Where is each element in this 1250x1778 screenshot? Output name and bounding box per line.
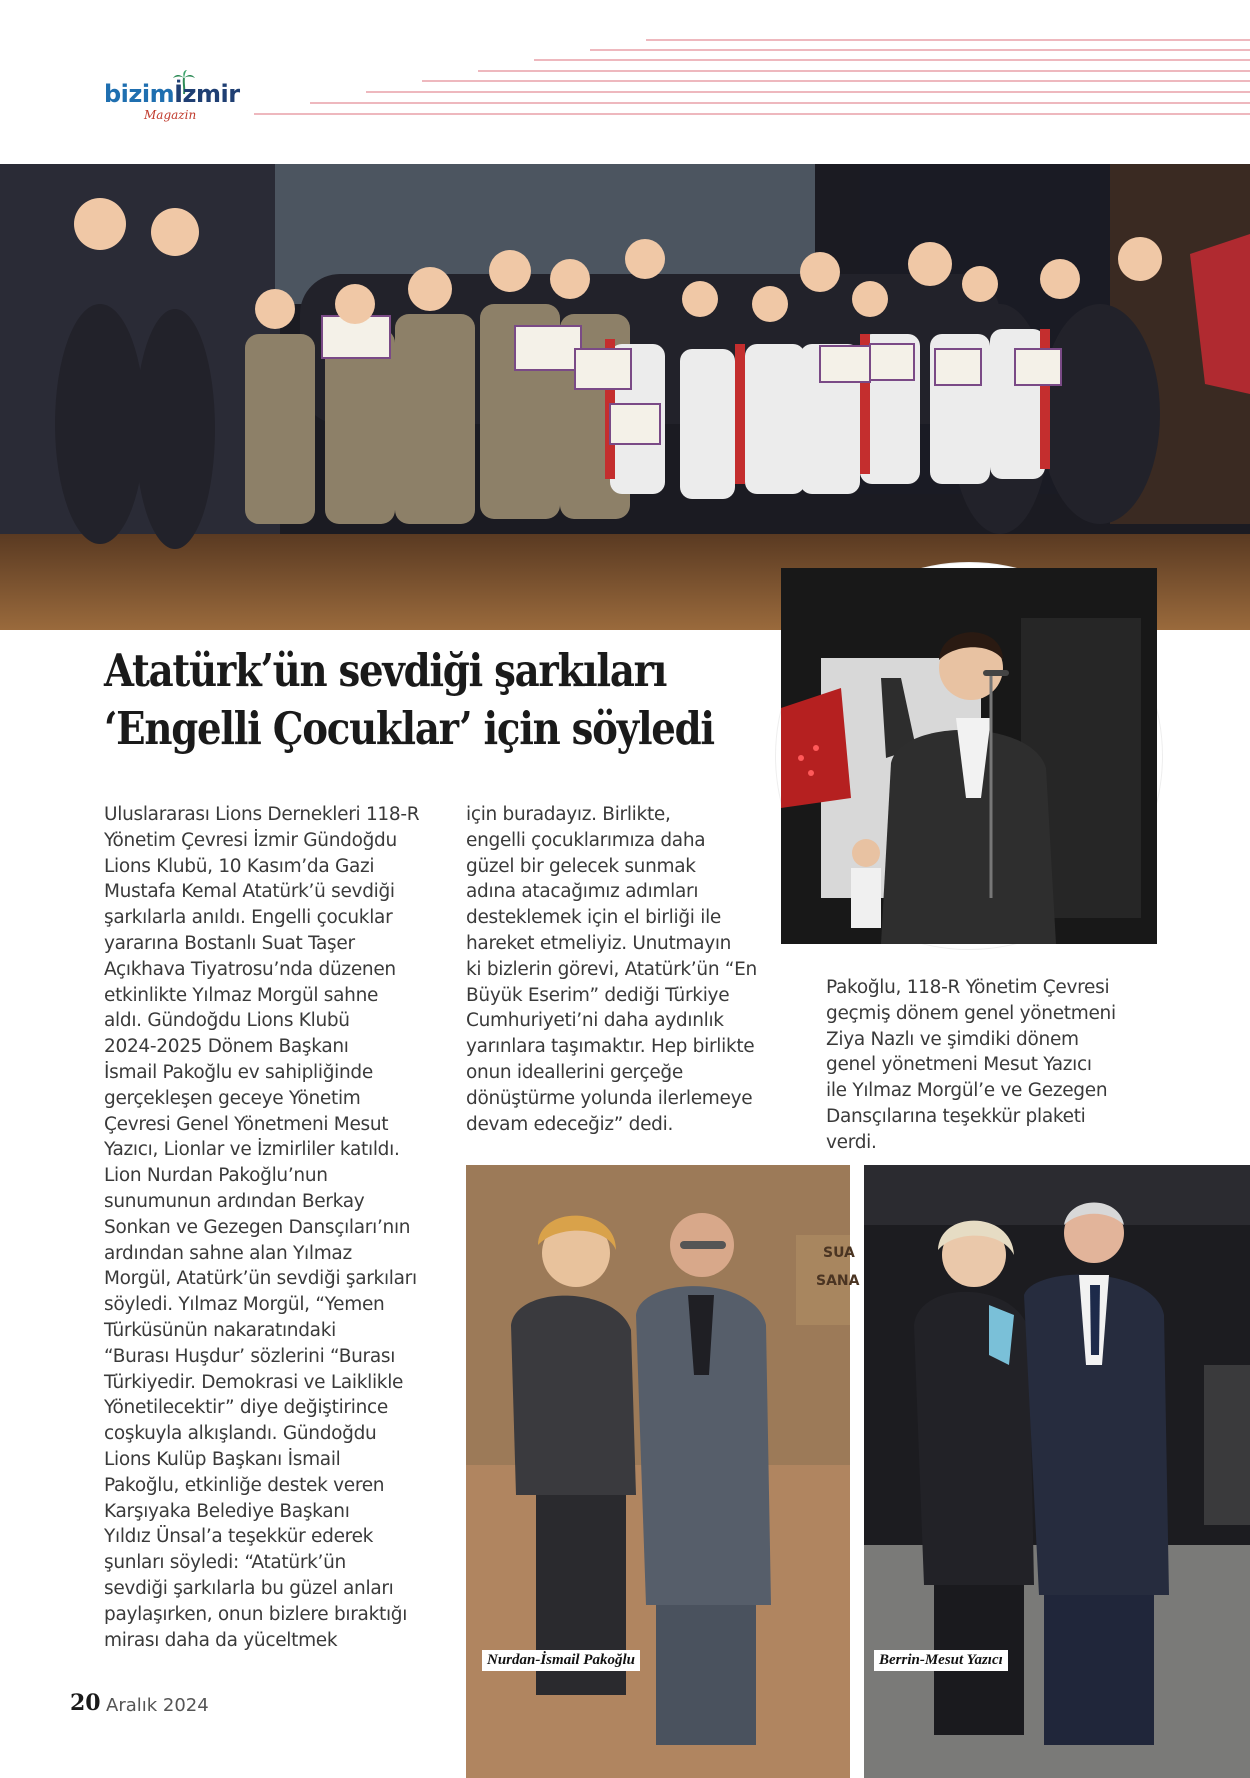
couple-photo-yazici xyxy=(864,1165,1250,1778)
col2-line: adına atacağımız adımları xyxy=(466,881,699,903)
col2-line: güzel bir gelecek sunmak xyxy=(466,855,696,877)
col1-line: mirası daha da yüceltmek xyxy=(104,1629,338,1651)
col2-line: yarınlara taşımaktır. Hep birlikte xyxy=(466,1036,755,1058)
col1-line: Çevresi Genel Yönetmeni Mesut xyxy=(104,1113,389,1135)
col3-line: Ziya Nazlı ve şimdiki dönem xyxy=(826,1028,1079,1050)
article-column-2 xyxy=(466,802,757,1137)
col2-line: devam edeceğiz” dedi. xyxy=(466,1113,674,1135)
headline-line-1: Atatürk’ün sevdiği şarkıları xyxy=(104,644,667,697)
headline-line-2: ‘Engelli Çocuklar’ için söyledi xyxy=(104,702,714,755)
col3-line: Dansçılarına teşekkür plaketi xyxy=(826,1105,1086,1127)
article-column-1 xyxy=(104,802,419,1653)
col1-line: coşkuyla alkışlandı. Gündoğdu xyxy=(104,1423,377,1445)
col1-line: ardından sahne alan Yılmaz xyxy=(104,1242,352,1264)
col3-line: geçmiş dönem genel yönetmeni xyxy=(826,1002,1116,1024)
col1-line: Türküsünün nakaratındaki xyxy=(104,1319,336,1341)
article-headline xyxy=(104,642,714,758)
col1-line: Karşıyaka Belediye Başkanı xyxy=(104,1500,350,1522)
col1-line: Açıkhava Tiyatrosu’nda düzenen xyxy=(104,958,396,980)
col1-line: “Burası Huşdur’ sözlerini “Burası xyxy=(104,1345,396,1367)
col1-line: Pakoğlu, etkinliğe destek veren xyxy=(104,1474,385,1496)
col1-line: Lions Kulüp Başkanı İsmail xyxy=(104,1448,341,1470)
col3-line: Pakoğlu, 118-R Yönetim Çevresi xyxy=(826,977,1110,998)
col2-line: engelli çocuklarımıza daha xyxy=(466,829,706,851)
couple-photo-pakoglu xyxy=(466,1165,860,1778)
col2-line: Cumhuriyeti’ni daha aydınlık xyxy=(466,1010,724,1032)
col1-line: söyledi. Yılmaz Morgül, “Yemen xyxy=(104,1294,385,1316)
col1-line: Lion Nurdan Pakoğlu’nun xyxy=(104,1165,328,1187)
col1-line: sunumunun ardından Berkay xyxy=(104,1190,365,1212)
logo-subtitle: Magazin xyxy=(144,108,197,122)
singer-circle-photo xyxy=(776,563,1162,949)
col1-line: etkinlikte Yılmaz Morgül sahne xyxy=(104,984,379,1006)
col1-line: şarkılarla anıldı. Engelli çocuklar xyxy=(104,907,393,929)
col1-line: paylaşırken, onun bizlere bıraktığı xyxy=(104,1603,408,1625)
col1-line: Lions Klubü, 10 Kasım’da Gazi xyxy=(104,855,375,877)
col2-line: desteklemek için el birliği ile xyxy=(466,907,721,929)
col1-line: Morgül, Atatürk’ün sevdiği şarkıları xyxy=(104,1268,417,1290)
col1-line: Türkiyedir. Demokrasi ve Laiklikle xyxy=(104,1371,404,1393)
col1-line: Yönetim Çevresi İzmir Gündoğdu xyxy=(104,829,397,851)
col3-line: ile Yılmaz Morgül’e ve Gezegen xyxy=(826,1080,1108,1102)
article-column-3 xyxy=(826,975,1116,1156)
col1-line: Uluslararası Lions Dernekleri 118-R xyxy=(104,804,420,825)
col1-line: sevdiği şarkılarla bu güzel anları xyxy=(104,1577,394,1599)
col1-line: 2024-2025 Dönem Başkanı xyxy=(104,1036,349,1058)
col3-line: verdi. xyxy=(826,1131,877,1153)
col1-line: yararına Bostanlı Suat Taşer xyxy=(104,932,355,954)
col3-line: genel yönetmeni Mesut Yazıcı xyxy=(826,1054,1092,1076)
col2-line: dönüştürme yolunda ilerlemeye xyxy=(466,1087,753,1109)
issue-date: Aralık 2024 xyxy=(106,1695,209,1716)
col2-line: Büyük Eserim” dediği Türkiye xyxy=(466,984,730,1006)
col1-line: Mustafa Kemal Atatürk’ü sevdiği xyxy=(104,881,395,903)
photo-caption-left: Nurdan-İsmail Pakoğlu xyxy=(482,1650,640,1671)
col2-line: hareket etmeliyiz. Unutmayın xyxy=(466,932,732,954)
col2-line: onun ideallerini gerçeğe xyxy=(466,1061,683,1083)
col2-line: ki bizlerin görevi, Atatürk’ün “En xyxy=(466,958,757,980)
magazine-logo xyxy=(104,80,254,126)
col1-line: gerçekleşen geceye Yönetim xyxy=(104,1087,361,1109)
page-number: 20 xyxy=(70,1690,101,1716)
col1-line: aldı. Gündoğdu Lions Klubü xyxy=(104,1010,350,1032)
col1-line: Yazıcı, Lionlar ve İzmirliler katıldı. xyxy=(104,1139,400,1161)
col1-line: Yıldız Ünsal’a teşekkür ederek xyxy=(104,1526,374,1548)
col1-line: İsmail Pakoğlu ev sahipliğinde xyxy=(104,1061,373,1083)
col1-line: Yönetilecektir” diye değiştirince xyxy=(104,1397,388,1419)
photo-caption-right: Berrin-Mesut Yazıcı xyxy=(874,1650,1008,1671)
col2-line: için buradayız. Birlikte, xyxy=(466,804,671,825)
group-photo xyxy=(0,164,1250,630)
col1-line: Sonkan ve Gezegen Dansçıları’nın xyxy=(104,1216,411,1238)
logo-text-izmir: İzmir xyxy=(174,80,240,108)
svg-text:SANA: SANA xyxy=(816,1273,860,1289)
svg-text:SUA: SUA xyxy=(823,1245,855,1261)
logo-text-bizim: bizim xyxy=(104,80,175,108)
col1-line: şunları söyledi: “Atatürk’ün xyxy=(104,1552,346,1574)
